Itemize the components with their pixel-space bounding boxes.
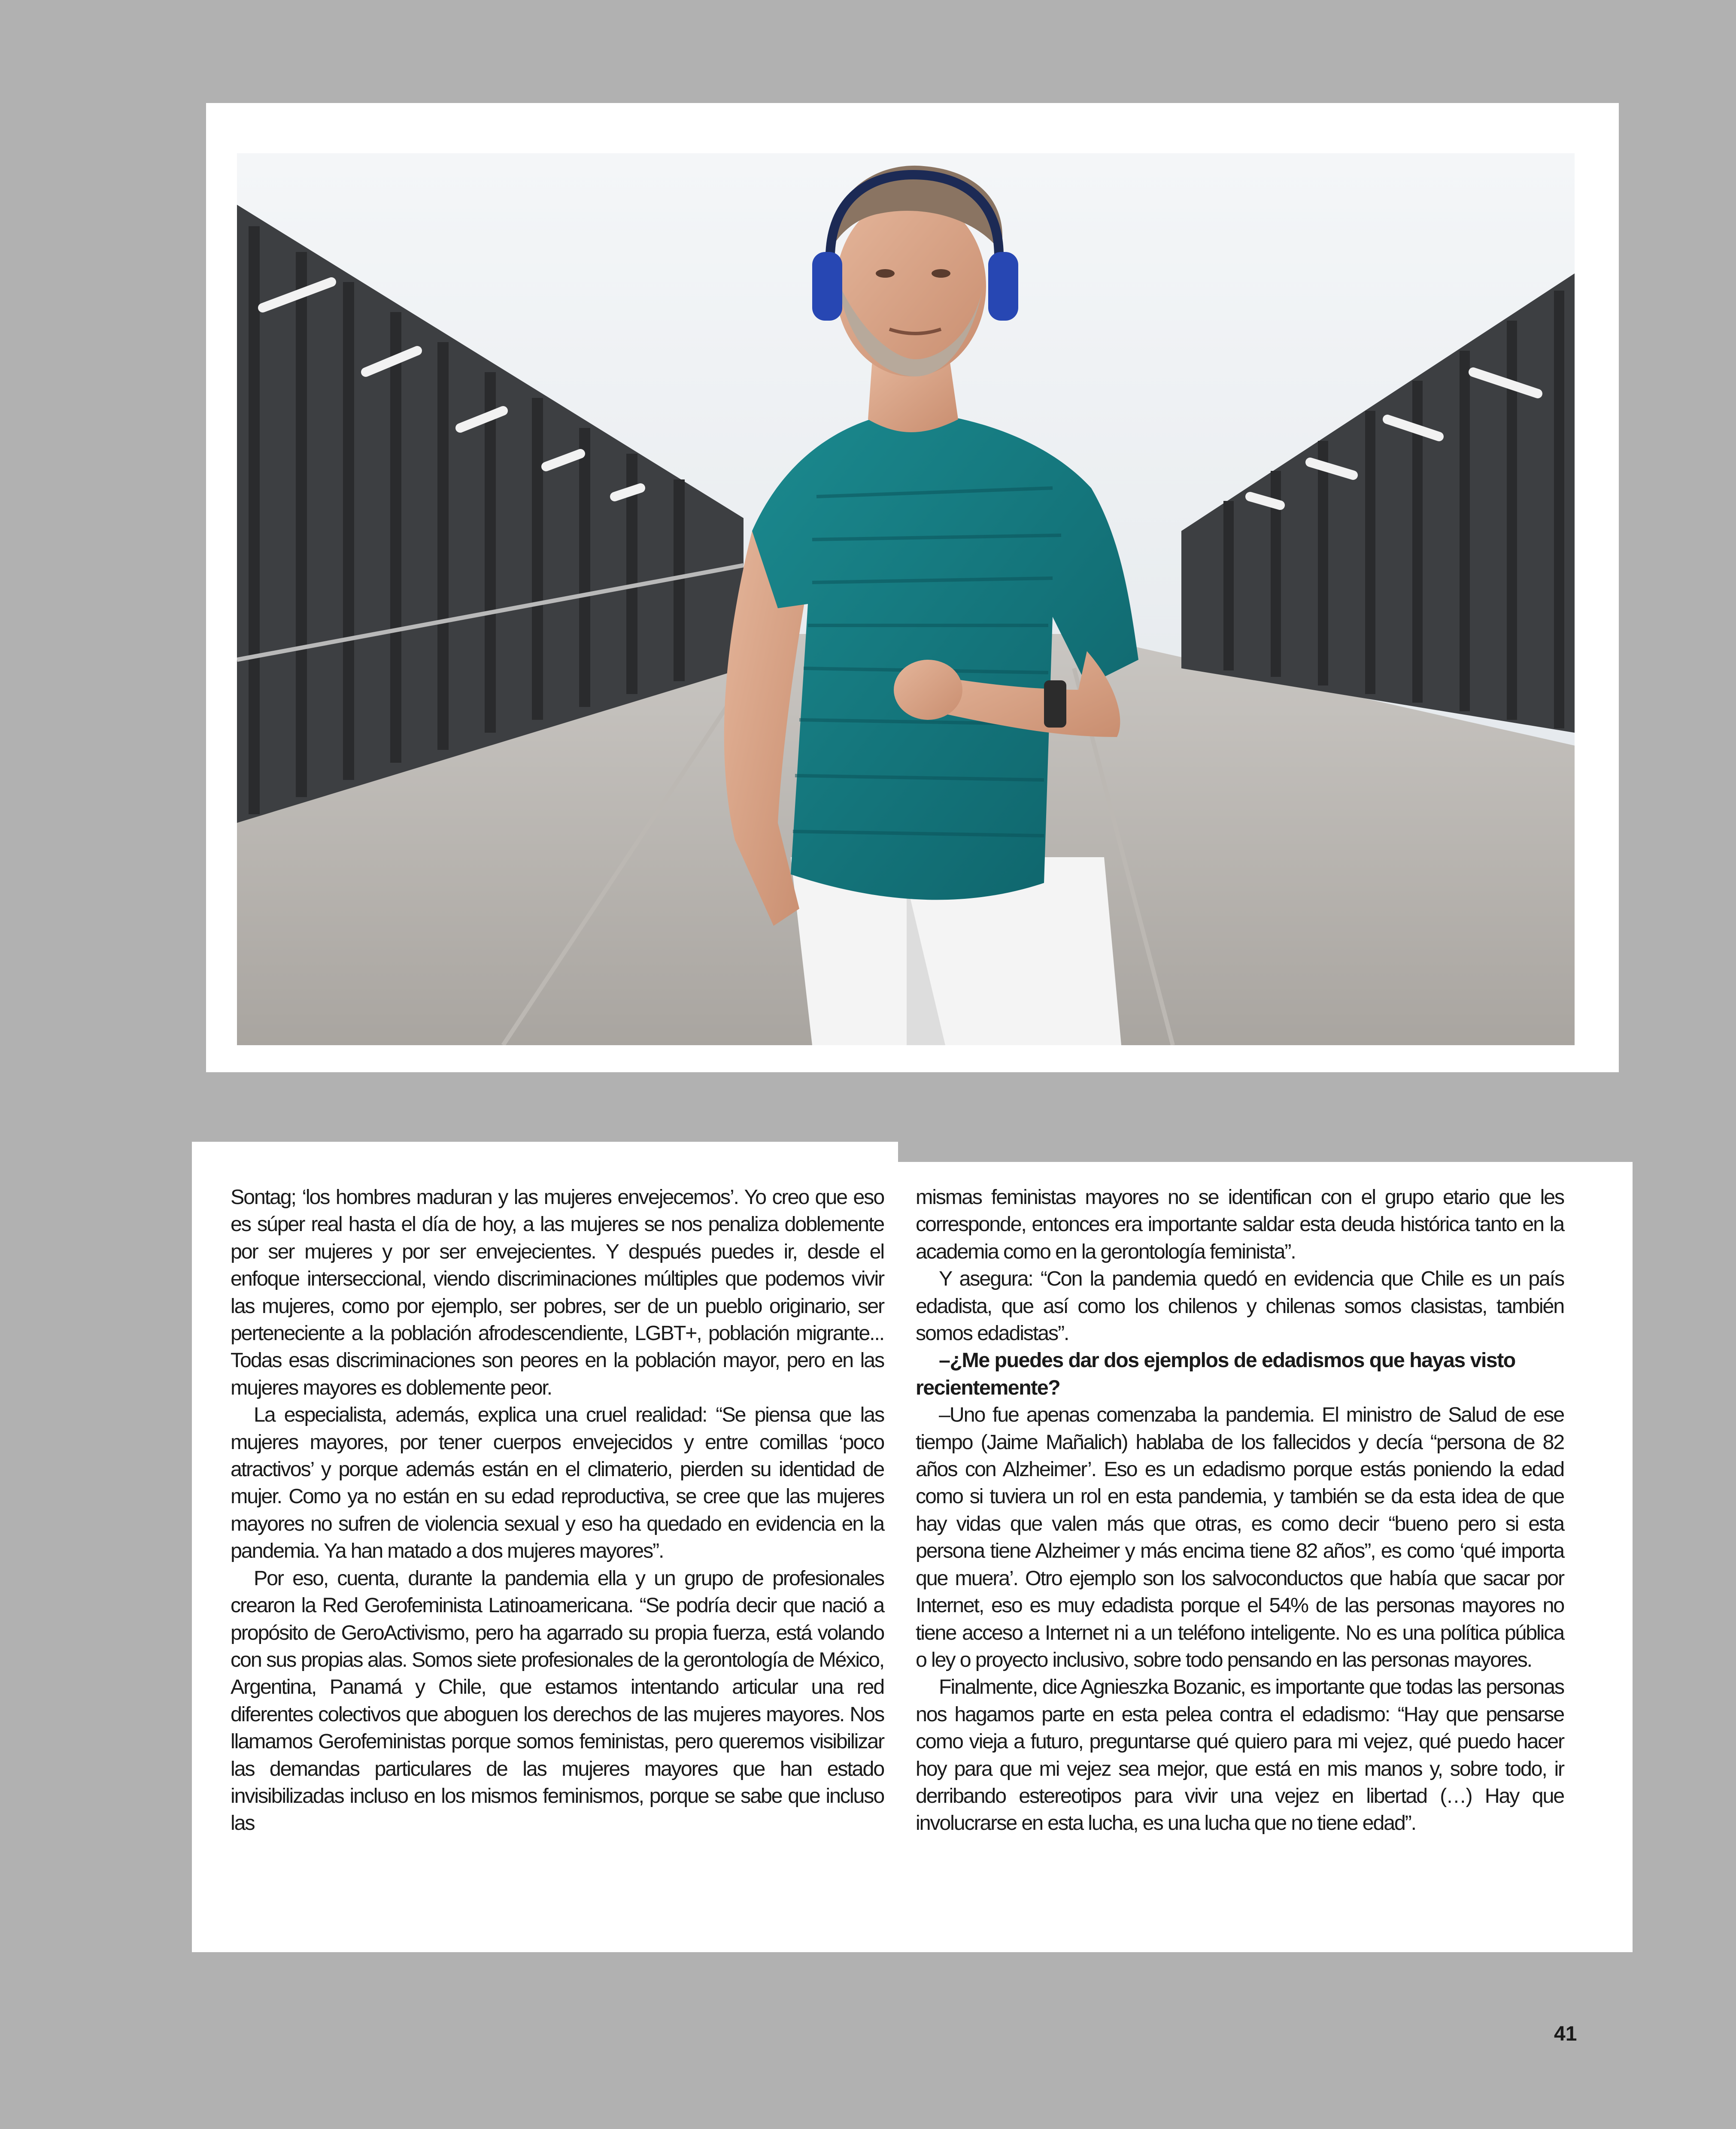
article-column-right	[916, 1184, 1564, 1837]
article-column-left	[231, 1184, 884, 1837]
paragraph: La especialista, además, explica una cruel realidad: “Se piensa que las mujeres mayores, por tener cuerpos envejecidos y entre comillas ‘poco atractivos’ y porque además están en el climaterio, pierden su identidad de mujer. Como ya no están en su edad reproductiva, se cree que las mujeres mayores no sufren de violencia sexual y eso ha quedado en evidencia en la pandemia. Ya han matado a dos mujeres mayores”.	[231, 1403, 884, 1563]
paragraph: Por eso, cuenta, durante la pandemia ella y un grupo de profesionales crearon la Red Gerofeminista Latinoamericana. “Se podría decir que nació a propósito de GeroActivismo, pero ha agarrado su propia fuerza, está volando con sus propias alas. Somos siete profesionales de la gerontología de México, Argentina, Panamá y Chile, que estamos intentando articular una red diferentes colectivos que aboguen los derechos de las mujeres mayores. Nos llamamos Gerofeministas porque somos feministas, pero queremos visibilizar las demandas particulares de las mujeres mayores que han estado invisibilizadas incluso en los mismos feminismos, porque se sabe que incluso las	[231, 1566, 884, 1835]
photo-frame	[206, 103, 1619, 1072]
photo-illustration	[237, 153, 1575, 1045]
paragraph: Y asegura: “Con la pandemia quedó en evidencia que Chile es un país edadista, que así como los chilenos y chilenas somos clasistas, también somos edadistas”.	[916, 1267, 1564, 1345]
paragraph: Finalmente, dice Agnieszka Bozanic, es importante que todas las personas nos hagamos parte en esta pelea contra el edadismo: “Hay que pensarse como vieja a futuro, preguntarse qué quiero para mi vejez, qué puedo hacer hoy para que mi vejez sea mejor, que está en mis manos y, sobre todo, ir derribando estereotipos para vivir una vejez en libertad (…) Hay que involucrarse en esta lucha, es una lucha que no tiene edad”.	[916, 1675, 1564, 1835]
paragraph: mismas feministas mayores no se identifican con el grupo etario que les corresponde, entonces era importante saldar esta deuda histórica tanto en la academia como en la gerontología feminista”.	[916, 1186, 1564, 1263]
running-man-photo	[237, 153, 1575, 1045]
page-number: 41	[1554, 2023, 1577, 2045]
paragraph: Sontag; ‘los hombres maduran y las mujeres envejecemos’. Yo creo que eso es súper real hasta el día de hoy, a las mujeres se nos penaliza doblemente por ser mujeres y por ser envejecientes. Y después puedes ir, desde el enfoque interseccional, viendo discriminaciones múltiples que podemos vivir las mujeres, como por ejemplo, ser pobres, ser de un pueblo originario, ser perteneciente a la población afrodescendiente, LGBT+, población migrante... Todas esas discriminaciones son peores en la población mayor, pero en las mujeres mayores es doblemente peor.	[231, 1186, 884, 1399]
paragraph: –Uno fue apenas comenzaba la pandemia. El ministro de Salud de ese tiempo (Jaime Mañalich) hablaba de los fallecidos y decía “persona de 82 años con Alzheimer’. Eso es un edadismo porque estás poniendo la edad como si tuviera un rol en esta pandemia, y también se da esta idea de que hay vidas que valen más que otras, es como decir “bueno pero si esta persona tiene Alzheimer y más encima tiene 82 años”, es como ‘qué importa que muera’. Otro ejemplo son los salvoconductos que había que sacar por Internet, eso es muy edadista porque el 54% de las personas mayores no tiene acceso a Internet ni a un teléfono inteligente. No es una política pública o ley o proyecto inclusivo, sobre todo pensando en las personas mayores.	[916, 1403, 1564, 1671]
interview-question: –¿Me puedes dar dos ejemplos de edadismos que hayas visto recientemente?	[916, 1349, 1515, 1399]
